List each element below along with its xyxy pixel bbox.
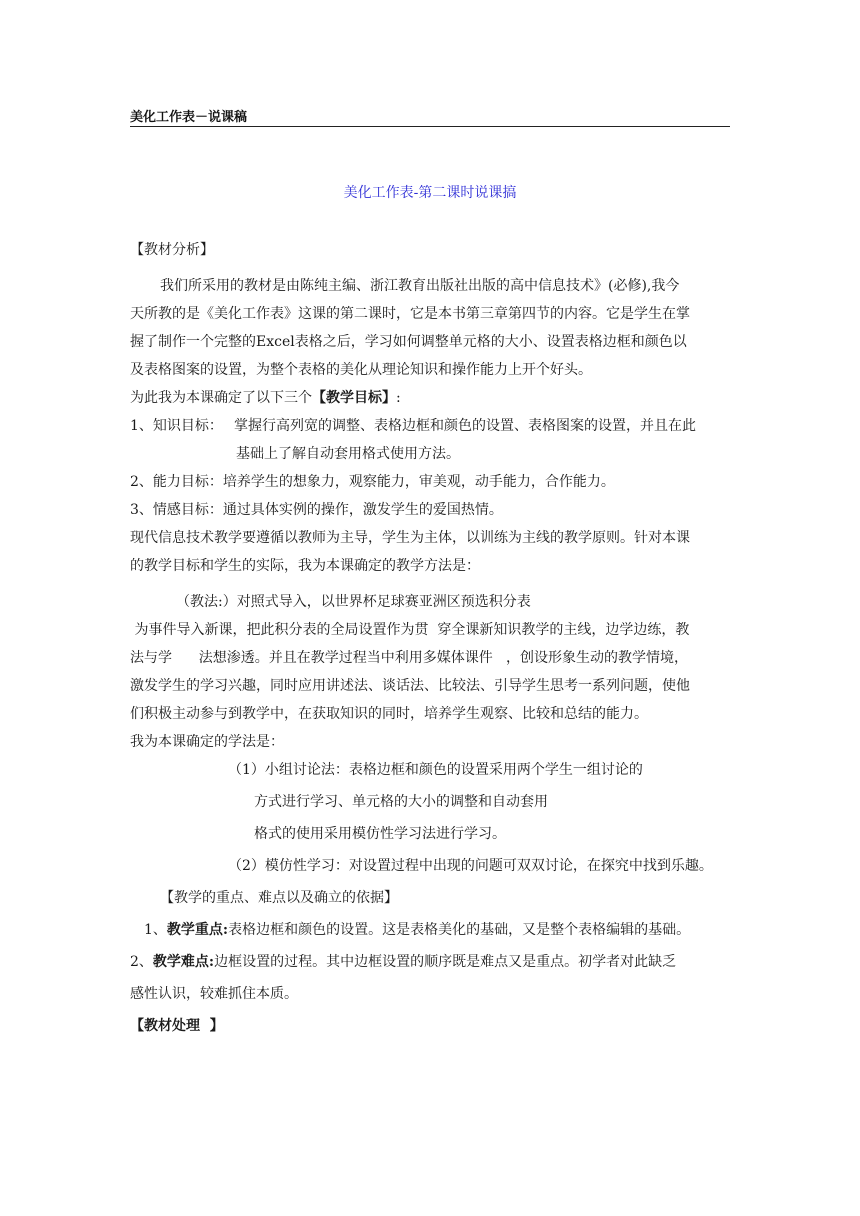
goals-intro	[130, 388, 401, 408]
analysis-paragraph-line: 及表格图案的设置，为整个表格的美化从理论知识和操作能力上开个好头。	[130, 362, 592, 378]
teaching-paragraph-line: 为事件导入新课，把此积分表的全局设置作为贯 穿全课新知识教学的主线，边学边练，教	[130, 622, 690, 638]
learning-method-line: 方式进行学习、单元格的大小的调整和自动套用	[254, 794, 548, 810]
method-intro-line: 现代信息技术教学要遵循以教师为主导，学生为主体，以训练为主线的教学原则。针对本课	[130, 530, 690, 546]
goal-knowledge-line: 基础上了解自动套用格式使用方法。	[236, 446, 460, 462]
learning-intro: 我为本课确定的学法是：	[130, 734, 284, 750]
key-point-label: 教学重点:	[166, 922, 229, 938]
difficulty-label: 教学难点:	[152, 954, 215, 970]
section-heading-key-points: 【教学的重点、难点以及确立的依据】	[160, 890, 398, 906]
difficulty-number: 2、	[130, 954, 153, 970]
goal-knowledge-label: 1、知识目标：	[130, 418, 223, 434]
key-point-line	[144, 920, 690, 940]
teaching-paragraph-line: 法与学 法想渗透。并且在教学过程当中利用多媒体课件 ，创设形象生动的教学情境，	[130, 650, 689, 666]
section-heading-processing: 【教材处理 】	[130, 1018, 224, 1034]
learning-method-line: 格式的使用采用模仿性学习法进行学习。	[254, 826, 506, 842]
difficulty-text: 边框设置的过程。其中边框设置的顺序既是难点又是重点。初学者对此缺乏	[214, 954, 677, 970]
difficulty-line	[130, 952, 676, 972]
method-intro-line: 的教学目标和学生的实际，我为本课确定的教学方法是：	[130, 558, 480, 574]
teaching-method: （教法:）对照式导入，以世界杯足球赛亚洲区预选积分表	[176, 594, 531, 610]
analysis-paragraph-line: 我们所采用的教材是由陈纯主编、浙江教育出版社出版的高中信息技术》(必修),我今	[160, 278, 680, 294]
learning-method-line: （1）小组讨论法：表格边框和颜色的设置采用两个学生一组讨论的	[228, 762, 643, 778]
difficulty-line-2: 感性认识，较难抓住本质。	[130, 986, 298, 1002]
analysis-paragraph-line: 天所教的是《美化工作表》这课的第二课时，它是本书第三章第四节的内容。它是学生在掌	[130, 306, 690, 322]
section-heading-analysis: 【教材分析】	[130, 242, 214, 258]
goals-intro-text: 为此我为本课确定了以下三个	[130, 390, 312, 406]
key-point-number: 1、	[144, 922, 167, 938]
key-point-text: 表格边框和颜色的设置。这是表格美化的基础，又是整个表格编辑的基础。	[228, 922, 691, 938]
teaching-paragraph-line: 们积极主动参与到教学中，在获取知识的同时，培养学生观察、比较和总结的能力。	[130, 706, 648, 722]
goals-intro-bold: 【教学目标】	[312, 390, 396, 406]
analysis-paragraph-line: 握了制作一个完整的Excel表格之后，学习如何调整单元格的大小、设置表格边框和颜色以	[130, 334, 687, 350]
goal-ability: 2、能力目标：培养学生的想象力，观察能力，审美观，动手能力，合作能力。	[130, 474, 615, 490]
goals-intro-suffix: :	[396, 390, 401, 406]
header-rule	[130, 126, 730, 127]
document-title: 美化工作表-第二课时说课搞	[343, 185, 517, 201]
teaching-paragraph-line: 激发学生的学习兴趣，同时应用讲述法、谈话法、比较法、引导学生思考一系列问题，使他	[130, 678, 690, 694]
goal-knowledge-line: 掌握行高列宽的调整、表格边框和颜色的设置、表格图案的设置，并且在此	[234, 418, 696, 434]
goal-emotion: 3、情感目标：通过具体实例的操作，激发学生的爱国热情。	[130, 502, 503, 518]
learning-method-line: （2）模仿性学习：对设置过程中出现的问题可双双讨论，在探究中找到乐趣。	[228, 858, 713, 874]
running-header: 美化工作表－说课稿	[130, 110, 248, 125]
